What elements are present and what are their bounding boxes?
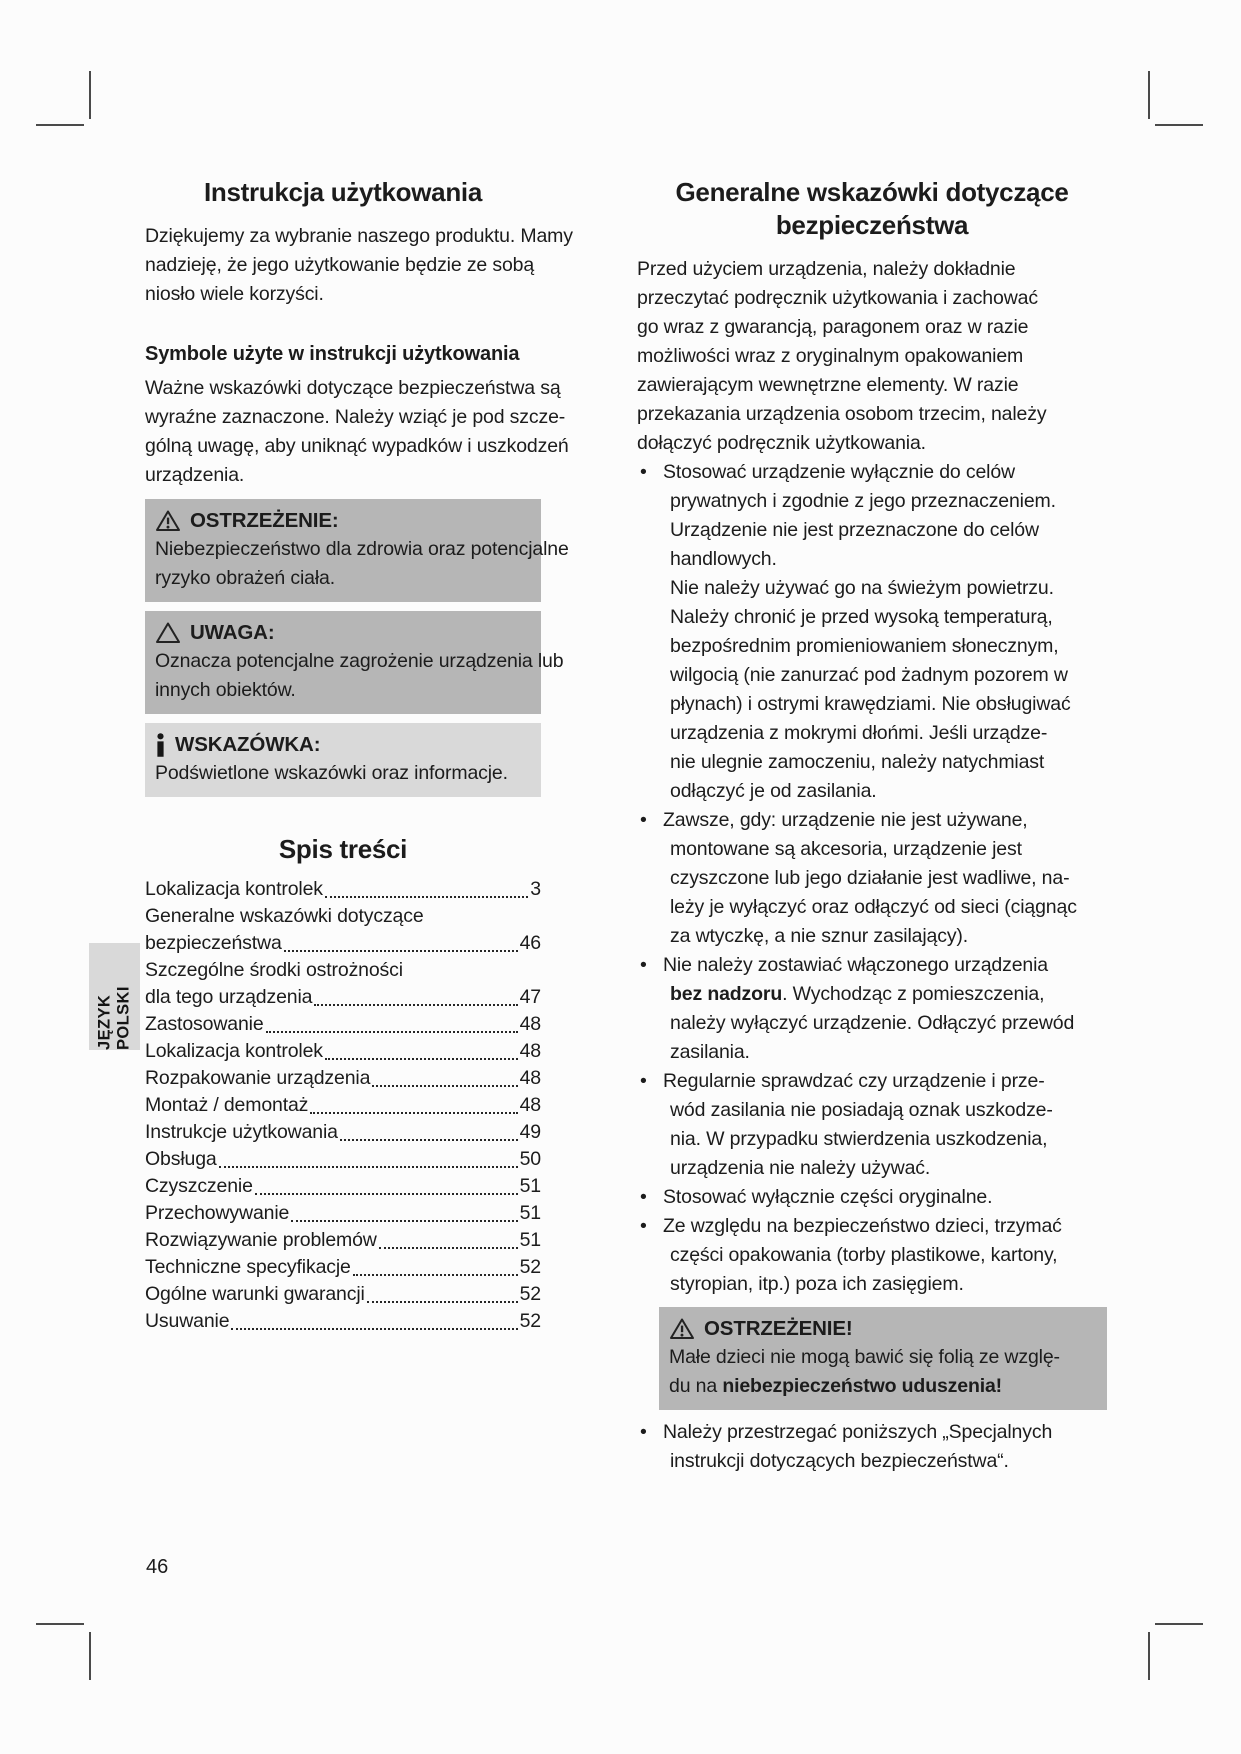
toc-entry-label: Techniczne specyfikacje	[145, 1256, 351, 1278]
bullet-item	[637, 1418, 1107, 1476]
notice-box-title: OSTRZEŻENIE:	[190, 509, 339, 532]
crop-mark-bottom-right-vertical	[1148, 1632, 1150, 1680]
bullet-marker: •	[640, 954, 647, 976]
toc-row	[145, 876, 541, 903]
notice-box	[145, 499, 569, 602]
intro-paragraph	[145, 222, 573, 309]
title-line: bezpieczeństwa	[775, 210, 969, 240]
text-line: innych obiektów.	[155, 679, 296, 701]
toc-row	[145, 1173, 541, 1200]
text-line: niosło wiele korzyści.	[145, 283, 324, 305]
notice-box-heading	[669, 1314, 1097, 1343]
text-line: Dziękujemy za wybranie naszego produktu. Mamy	[145, 225, 573, 247]
toc-row	[145, 1281, 541, 1308]
text-line: du na niebezpieczeństwo uduszenia!	[669, 1375, 1003, 1397]
right-column-title	[637, 176, 1107, 242]
page-number: 46	[146, 1556, 169, 1578]
text-line: urządzenia z mokrymi dłońmi. Jeśli urządze-	[670, 722, 1048, 744]
toc-row	[145, 1011, 541, 1038]
text-line: zasilania.	[670, 1041, 750, 1063]
notice-box-title: UWAGA:	[190, 621, 275, 644]
toc-leader-dots	[284, 930, 518, 952]
toc-entry-label: Szczególne środki ostrożności	[145, 959, 403, 981]
toc-entry-label: Montaż / demontaż	[145, 1094, 309, 1116]
text-line: Stosować urządzenie wyłącznie do celów	[663, 461, 1015, 483]
warning-triangle-icon	[669, 1317, 695, 1341]
safety-intro-paragraph	[637, 255, 1107, 458]
toc-row	[145, 1119, 541, 1146]
bullet-marker: •	[640, 809, 647, 831]
toc-entry-label: Instrukcje użytkowania	[145, 1121, 338, 1143]
bullet-marker: •	[640, 1186, 647, 1208]
notice-box-title: OSTRZEŻENIE!	[704, 1317, 853, 1340]
toc-page-number: 48	[519, 1013, 541, 1035]
toc-leader-dots	[231, 1308, 517, 1330]
text-line: wód zasilania nie posiadają oznak uszkodze-	[670, 1099, 1053, 1121]
toc-page-number: 52	[519, 1310, 541, 1332]
toc-page-number: 48	[519, 1067, 541, 1089]
toc-row	[145, 1227, 541, 1254]
crop-mark-bottom-right-horizontal	[1155, 1623, 1203, 1625]
text-line: gólną uwagę, aby uniknąć wypadków i uszkodzeń	[145, 435, 569, 457]
notice-box-heading	[155, 618, 531, 647]
text-line: przekazania urządzenia osobom trzecim, należy	[637, 403, 1047, 425]
text-line: Regularnie sprawdzać czy urządzenie i prze-	[663, 1070, 1045, 1092]
toc-leader-dots	[340, 1119, 518, 1141]
text-line: Oznacza potencjalne zagrożenie urządzenia lub	[155, 650, 564, 672]
text-line: nia. W przypadku stwierdzenia uszkodzenia,	[670, 1128, 1048, 1150]
toc-leader-dots	[367, 1281, 518, 1303]
toc-leader-dots	[353, 1254, 518, 1276]
toc-leader-dots	[379, 1227, 518, 1249]
text-line: wyraźne zaznaczone. Należy wziąć je pod szcze-	[145, 406, 566, 428]
toc-leader-dots	[219, 1146, 518, 1168]
toc-entry-label: Usuwanie	[145, 1310, 230, 1332]
bullet-marker: •	[640, 1421, 647, 1443]
text-line: Urządzenie nie jest przeznaczone do celów	[670, 519, 1039, 541]
bullet-item	[637, 1212, 1107, 1299]
text-line: części opakowania (torby plastikowe, kartony,	[670, 1244, 1058, 1266]
toc-title: Spis treści	[278, 834, 408, 864]
warning-boxes	[145, 499, 569, 797]
bullet-marker: •	[640, 1215, 647, 1237]
toc-row	[145, 957, 541, 984]
text-line: urządzenia.	[145, 464, 245, 486]
toc-page-number: 50	[519, 1148, 541, 1170]
bullet-marker: •	[640, 461, 647, 483]
bullet-marker: •	[640, 1070, 647, 1092]
text-line: wilgocią (nie zanurzać pod żadnym pozorem w	[670, 664, 1068, 686]
text-line: nadzieję, że jego użytkowanie będzie ze sobą	[145, 254, 535, 276]
toc-leader-dots	[372, 1065, 517, 1087]
text-line: leży je wyłączyć oraz odłączyć od sieci (ciągnąc	[670, 896, 1077, 918]
toc-leader-dots	[255, 1173, 518, 1195]
text-line: prywatnych i zgodnie z jego przeznaczeniem.	[670, 490, 1056, 512]
language-tab: JĘZYK POLSKI	[89, 943, 140, 1050]
text-line: Należy przestrzegać poniższych „Specjalnych	[663, 1421, 1053, 1443]
toc-page-number: 48	[519, 1094, 541, 1116]
toc-leader-dots	[310, 1092, 517, 1114]
toc-page-number: 46	[519, 932, 541, 954]
text-line: nie ulegnie zamoczeniu, należy natychmiast	[670, 751, 1045, 773]
toc-entry-label: bezpieczeństwa	[145, 932, 282, 954]
toc-page-number: 47	[519, 986, 541, 1008]
toc-row	[145, 930, 541, 957]
toc-page-number: 51	[519, 1229, 541, 1251]
bullet-item	[637, 1183, 1107, 1212]
text-line: przeczytać podręcznik użytkowania i zachować	[637, 287, 1038, 309]
toc-row	[145, 1200, 541, 1227]
text-line: Przed użyciem urządzenia, należy dokładnie	[637, 258, 1016, 280]
text-line: Małe dzieci nie mogą bawić się folią ze wzglę-	[669, 1346, 1060, 1368]
text-line: bez nadzoru. Wychodząc z pomieszczenia,	[670, 983, 1045, 1005]
toc-page-number: 51	[519, 1175, 541, 1197]
bullet-item	[637, 951, 1107, 1067]
toc-row	[145, 1146, 541, 1173]
toc-row	[145, 1092, 541, 1119]
text-line: Nie należy używać go na świeżym powietrzu.	[670, 577, 1054, 599]
toc-leader-dots	[314, 984, 517, 1006]
toc-entry-label: Generalne wskazówki dotyczące	[145, 905, 424, 927]
toc-leader-dots	[291, 1200, 517, 1222]
toc-leader-dots	[325, 1038, 518, 1060]
text-line: Należy chronić je przed wysoką temperaturą,	[670, 606, 1053, 628]
toc-page-number: 3	[530, 878, 541, 900]
bullet-item	[637, 458, 1107, 806]
notice-box-title: WSKAZÓWKA:	[175, 733, 321, 756]
notice-box	[145, 611, 564, 714]
toc-entry-label: Lokalizacja kontrolek	[145, 878, 323, 900]
text-line: za wtyczkę, a nie sznur zasilający).	[670, 925, 969, 947]
text-line: Podświetlone wskazówki oraz informacje.	[155, 762, 508, 784]
bullet-item	[637, 1067, 1107, 1183]
info-icon	[155, 733, 166, 757]
safety-bullet-list	[637, 458, 1107, 1476]
warning-triangle-icon	[155, 509, 181, 533]
bullet-item	[637, 806, 1107, 951]
text-line: należy wyłączyć urządzenie. Odłączyć przewód	[670, 1012, 1075, 1034]
toc-page-number: 51	[519, 1202, 541, 1224]
title-line: Generalne wskazówki dotyczące	[675, 177, 1069, 207]
text-line: odłączyć je od zasilania.	[670, 780, 877, 802]
toc-leader-dots	[325, 876, 528, 898]
table-of-contents	[145, 876, 541, 1335]
toc-entry-label: Rozwiązywanie problemów	[145, 1229, 377, 1251]
toc-page-number: 52	[519, 1283, 541, 1305]
crop-mark-bottom-left-horizontal	[36, 1623, 84, 1625]
toc-row	[145, 903, 541, 930]
notice-box-heading	[155, 506, 531, 535]
crop-mark-bottom-left-vertical	[89, 1632, 91, 1680]
text-line: styropian, itp.) poza ich zasięgiem.	[670, 1273, 964, 1295]
toc-leader-dots	[266, 1011, 518, 1033]
text-line: Ważne wskazówki dotyczące bezpieczeństwa są	[145, 377, 561, 399]
text-line: Nie należy zostawiać włączonego urządzenia	[663, 954, 1048, 976]
symbols-heading: Symbole użyte w instrukcji użytkowania	[145, 343, 520, 365]
left-column-title: Instrukcja użytkowania	[203, 177, 483, 207]
text-line: urządzenia nie należy używać.	[670, 1157, 931, 1179]
toc-page-number: 52	[519, 1256, 541, 1278]
toc-page-number: 48	[519, 1040, 541, 1062]
triangle-icon	[155, 621, 181, 645]
text-line: bezpośrednim promieniowaniem słonecznym,	[670, 635, 1059, 657]
toc-row	[145, 1038, 541, 1065]
text-line: Stosować wyłącznie części oryginalne.	[663, 1186, 993, 1208]
right-column	[637, 176, 1107, 1476]
toc-row	[145, 1254, 541, 1281]
toc-row	[145, 984, 541, 1011]
crop-mark-top-right-horizontal	[1155, 124, 1203, 126]
left-column	[145, 176, 573, 1335]
text-line: Niebezpieczeństwo dla zdrowia oraz potencjalne	[155, 538, 569, 560]
text-line: handlowych.	[670, 548, 777, 570]
toc-row	[145, 1065, 541, 1092]
text-line: możliwości wraz z oryginalnym opakowaniem	[637, 345, 1024, 367]
toc-row	[145, 1308, 541, 1335]
text-line: czyszczone lub jego działanie jest wadliwe, na-	[670, 867, 1070, 889]
text-line: Zawsze, gdy: urządzenie nie jest używane,	[663, 809, 1028, 831]
text-line: go wraz z gwarancją, paragonem oraz w razie	[637, 316, 1029, 338]
toc-entry-label: Obsługa	[145, 1148, 217, 1170]
text-line: Ze względu na bezpieczeństwo dzieci, trzymać	[663, 1215, 1062, 1237]
text-line: instrukcji dotyczących bezpieczeństwa“.	[670, 1450, 1009, 1472]
text-line: zawierającym wewnętrzne elementy. W razie	[637, 374, 1019, 396]
toc-entry-label: Zastosowanie	[145, 1013, 264, 1035]
toc-entry-label: Lokalizacja kontrolek	[145, 1040, 323, 1062]
toc-page-number: 49	[519, 1121, 541, 1143]
toc-entry-label: Ogólne warunki gwarancji	[145, 1283, 365, 1305]
text-line: płynach) i ostrymi krawędziami. Nie obsługiwać	[670, 693, 1071, 715]
text-line: dołączyć podręcznik użytkowania.	[637, 432, 926, 454]
crop-mark-top-left-vertical	[89, 71, 91, 119]
crop-mark-top-left-horizontal	[36, 124, 84, 126]
text-line: ryzyko obrażeń ciała.	[155, 567, 336, 589]
text-line: montowane są akcesoria, urządzenie jest	[670, 838, 1022, 860]
toc-entry-label: dla tego urządzenia	[145, 986, 313, 1008]
notice-box	[145, 723, 541, 797]
toc-entry-label: Rozpakowanie urządzenia	[145, 1067, 371, 1089]
toc-entry-label: Czyszczenie	[145, 1175, 253, 1197]
crop-mark-top-right-vertical	[1148, 71, 1150, 119]
notice-box	[659, 1307, 1107, 1410]
notice-box-heading	[155, 730, 531, 759]
toc-entry-label: Przechowywanie	[145, 1202, 290, 1224]
symbols-paragraph	[145, 374, 569, 490]
